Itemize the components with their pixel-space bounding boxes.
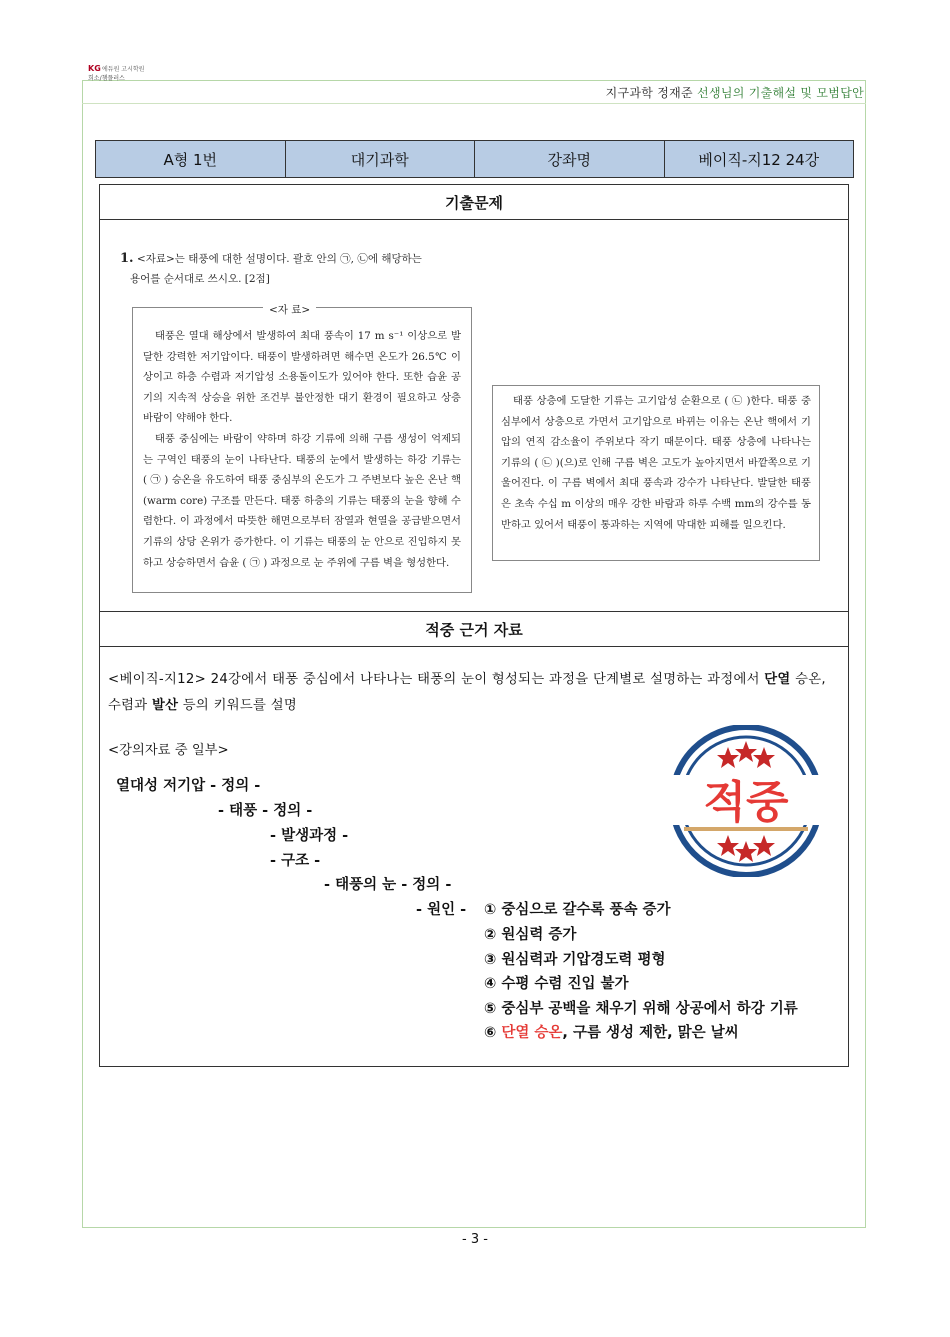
divider	[100, 219, 848, 220]
page-number: - 3 -	[462, 1232, 488, 1247]
divider	[100, 646, 848, 647]
header-suffix: 선생님의 기출해설 및 모범답안	[697, 86, 864, 100]
tree-line-6-prefix: - 원인 -	[416, 902, 467, 918]
cause-4: ④ 수평 수렴 진입 불가	[484, 976, 629, 992]
info-cell-question: A형 1번	[96, 141, 286, 177]
cause-3: ③ 원심력과 기압경도력 평형	[484, 952, 666, 968]
cause-6-highlight: 단열 승온	[501, 1025, 563, 1041]
data-paragraph-1: 태풍은 열대 해상에서 발생하여 최대 풍속이 17 m s⁻¹ 이상으로 발달한 강력한 저기압이다. 태풍이 발생하려면 해수면 온도가 26.5℃ 이상이고 하층 수렴과 저기압성 소용돌이도가 있어야 한다. 또한 습윤 공기의 지속적 상승을 위한 조건부 불안정한 대기 환경이 필요하고 상층 바람이 약해야 한다.	[143, 330, 461, 425]
cause-2: ② 원심력 증가	[484, 927, 577, 943]
page-header-title	[606, 84, 864, 101]
info-cell-topic: 대기과학	[286, 141, 476, 177]
logo-kg: KG	[88, 64, 101, 73]
basis-text-a: <베이직-지12> 24강에서 태풍 중심에서 나타나는 태풍의 눈이 형성되는 과정을 단계별로 설명하는 과정에서	[108, 672, 760, 687]
question-number: 1.	[120, 251, 134, 266]
tree-line-2: - 태풍 - 정의 -	[218, 803, 313, 819]
stamp-text: 적중	[703, 777, 789, 828]
keyword-divergence: 발산	[151, 698, 179, 713]
data-label: <자 료>	[263, 300, 316, 321]
header-divider	[82, 103, 866, 104]
lecture-material-title: <강의자료 중 일부>	[108, 743, 229, 758]
tree-line-4: - 구조 -	[270, 853, 321, 869]
keyword-adiabatic: 단열	[764, 672, 791, 687]
question-line-2: 용어를 순서대로 쓰시오. [2점]	[130, 273, 270, 285]
cause-6-number: ⑥	[484, 1025, 497, 1041]
cause-6	[484, 1021, 739, 1042]
tree-line-5: - 태풍의 눈 - 정의 -	[324, 877, 452, 893]
logo-brand: 에듀원 고시학원	[102, 66, 145, 73]
info-cell-course: 베이직-지12 24강	[698, 150, 820, 169]
cause-6-rest: , 구름 생성 제한, 맑은 날씨	[562, 1025, 739, 1041]
logo-sub: 희소/챔플러스	[88, 75, 125, 82]
basis-description	[108, 667, 842, 719]
question-text	[120, 249, 480, 289]
data-paragraph-2: 태풍 중심에는 바람이 약하며 하강 기류에 의해 구름 생성이 억제되는 구역인 태풍의 눈이 나타난다. 태풍의 눈에서 발생하는 하강 기류는 ( ㉠ ) 승온을 유도하여 태풍 중심부의 온도가 그 주변보다 높은 온난 핵(warm core) 구조를 만든다. 태풍 하층의 기류는 태풍의 눈을 향해 수렴한다. 이 과정에서 따뜻한 해면으로부터 잠열과 현열을 공급받으면서 기류의 상당 온위가 증가한다. 이 기류는 태풍의 눈 안으로 진입하지 못하고 상승하면서 습윤 ( ㉠ ) 과정으로 눈 주위에 구름 벽을 형성한다.	[143, 432, 461, 569]
basis-text-b: 승온, 수렴과	[108, 672, 826, 713]
content-box	[99, 184, 849, 1067]
question-line-1: <자료>는 태풍에 대한 설명이다. 괄호 안의 ㉠, ㉡에 해당하는	[136, 253, 422, 265]
tree-line-3: - 발생과정 -	[270, 828, 349, 844]
data-paragraph-3: 태풍 상층에 도달한 기류는 고기압성 순환으로 ( ㉡ )한다. 태풍 중심부에서 상층으로 가면서 고기압으로 바뀌는 이유는 온난 핵에서 기압의 연직 감소율이 주위보다 작기 때문이다. 태풍 상층에 나타나는 기류의 ( ㉡ )(으)로 인해 구름 벽은 고도가 높아지면서 바깥쪽으로 기울어진다. 이 구름 벽에서 최대 풍속과 강수가 나타난다. 발달한 태풍은 초속 수십 m 이상의 매우 강한 바람과 하루 수백 mm의 강수를 동반하고 있어서 태풍이 통과하는 지역에 막대한 피해를 일으킨다.	[501, 395, 811, 531]
info-cell-course-label: 강좌명	[475, 141, 665, 177]
header-subject: 지구과학 정재준	[605, 86, 693, 100]
cause-1: ① 중심으로 갈수록 풍속 증가	[484, 902, 671, 918]
hit-stamp	[656, 725, 836, 877]
data-box-right	[492, 385, 820, 561]
tree-line-1: 열대성 저기압 - 정의 -	[116, 778, 261, 794]
cause-5: ⑤ 중심부 공백을 채우기 위해 상공에서 하강 기류	[484, 1001, 798, 1017]
info-table	[95, 140, 854, 178]
publisher-logo	[88, 64, 148, 82]
exam-heading: 기출문제	[445, 193, 503, 212]
basis-text-c: 등의 키워드를 설명	[178, 698, 298, 713]
data-box-left	[132, 304, 472, 593]
basis-heading: 적중 근거 자료	[425, 620, 523, 639]
